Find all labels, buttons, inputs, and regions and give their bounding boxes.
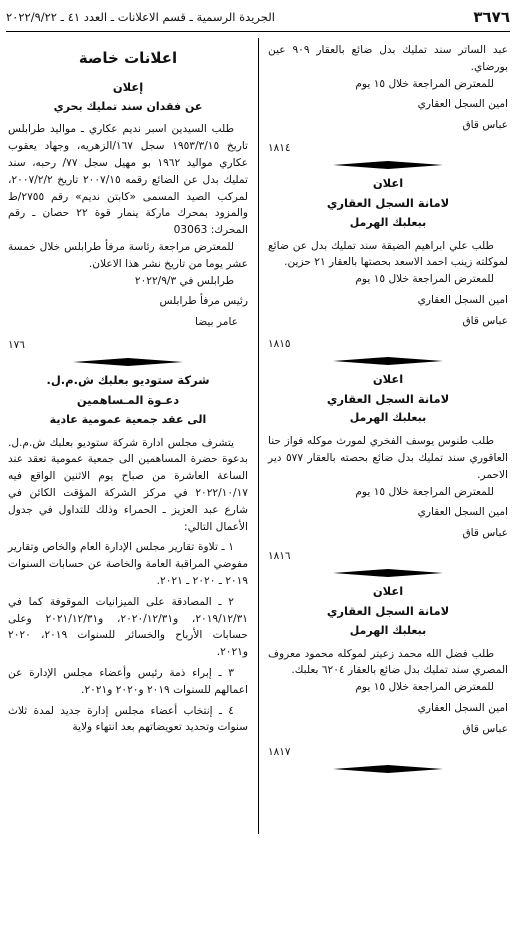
notice-number: ١٨١٧ (268, 745, 291, 758)
signature (268, 94, 508, 136)
maritime-notice (8, 79, 248, 366)
signature (268, 290, 508, 332)
notice-subtitle: لامانة السجل العقاري (326, 391, 450, 406)
separator (268, 357, 508, 365)
section-title: اعلانات خاصة (78, 49, 178, 67)
signer-name: عباس قاق (462, 722, 508, 735)
notice-number: ١٨١٦ (268, 550, 291, 563)
notice-1817 (268, 583, 508, 773)
notice-1815 (268, 175, 508, 365)
company-name: شركة ستوديو بعلبك ش.م.ل. (46, 373, 210, 388)
notice-title: اعلان (372, 371, 404, 386)
notice-title: إعلان (112, 79, 144, 94)
header-title: الجريدة الرسمية ـ قسم الاعلانات ـ العدد ٤١ ـ ٢٠٢٢/٩/٢٢ (6, 10, 275, 24)
signer-title: رئيس مرفأ طرابلس (159, 295, 248, 308)
agenda-item: ١ ـ تلاوة تقارير مجلس الإدارة العام والخاص وتقارير مفوضي المراقبة العامة والخاصة عن حسابات السنوات ٢٠١٩ ـ ٢٠٢٠ ـ ٢٠٢١. (8, 541, 248, 587)
objection-note: للمعترض المراجعة خلال ١٥ يوم (355, 273, 494, 286)
notice-number: ١٨١٤ (268, 142, 291, 155)
diamond-separator-icon (333, 161, 443, 169)
separator (268, 569, 508, 577)
separator (268, 765, 508, 773)
objection-note: للمعترض المراجعة خلال ١٥ يوم (355, 485, 494, 498)
objection-note: للمعترض المراجعة خلال ١٥ يوم (355, 681, 494, 694)
signer-title: امين السجل العقاري (417, 293, 508, 306)
signature (8, 291, 248, 333)
diamond-separator-icon (333, 357, 443, 365)
diamond-separator-icon (333, 569, 443, 577)
notice-subtitle: الى عقد جمعية عمومية عادية (49, 412, 207, 426)
notice-1816 (268, 371, 508, 577)
notice-text: طلب طنوس يوسف الفخري لمورث موكله فواز حنا العاقوري سند تمليك بدل ضائع بحصته بالعقار ٥٧٧ دير الاحمر. (268, 435, 508, 481)
notice-date: طرابلس في ٢٠٢٢/٩/٣ (134, 274, 234, 287)
objection-note: للمعترض مراجعة رئاسة مرفأ طرابلس خلال خمسة عشر يوما من تاريخ نشر هذا الاعلان. (8, 240, 248, 270)
agenda-item: ٢ ـ المصادقة على الميزانيات الموقوفة كما في ٢٠١٩/١٢/٣١، و٢٠٢٠/١٢/٣١، و٢٠٢١/١٢/٣١ وعلى حسابات الأرباح والخسائر للسنوات ٢٠١٩، ٢٠٢٠ و٢٠٢١. (8, 595, 248, 659)
invitation-text: يتشرف مجلس ادارة شركة ستوديو بعلبك ش.م.ل. بدعوة حضرة المساهمين الى جمعية عمومية تعقد عند الساعة العاشرة من صباح يوم الاثنين الواقع فيه ٢٠٢٢/١٠/١٧ في مركز الشركة المؤقت الكائن في شارع عبد العزيز ـ الحمراء وذلك للتداول في جدول الأعمال التالي: (8, 436, 248, 533)
company-notice (8, 372, 248, 736)
notice-text: طلب علي ابراهيم الضيقة سند تمليك بدل عن ضائع لموكلته زينب احمد الاسعد بحصتها بالعقار ٢١ حزين. (268, 239, 508, 269)
notice-subtitle: ببعلبك الهرمل (349, 215, 427, 229)
signer-title: امين السجل العقاري (417, 506, 508, 519)
notice-1814 (268, 42, 508, 169)
notice-text: طلب فضل الله محمد زعيتر لموكله محمود معروف المصري سند تمليك بدل ضائع بالعقار ٦٢٠٤ بعلبك. (268, 647, 508, 677)
agenda-item: ٣ ـ إبراء ذمة رئيس وأعضاء مجلس الإدارة عن اعمالهم للسنوات ٢٠١٩ و٢٠٢٠ و٢٠٢١. (8, 666, 248, 696)
notice-subtitle: ببعلبك الهرمل (349, 623, 427, 637)
right-column (268, 42, 508, 779)
objection-note: للمعترض المراجعة خلال ١٥ يوم (355, 77, 494, 90)
notice-text: عبد الساتر سند تمليك بدل ضائع بالعقار ٩٠٩ عين بورضاي. (268, 44, 508, 73)
notice-subtitle: لامانة السجل العقاري (326, 195, 450, 210)
page-number: ٣٦٧٦ (473, 8, 510, 26)
page-header (6, 6, 510, 32)
notice-title: اعلان (372, 176, 404, 191)
signature (268, 502, 508, 544)
notice-subtitle: دعـوة المـساهمين (76, 392, 180, 407)
notice-text: طلب السيدين اسبر نديم عكاري ـ مواليد طرابلس تاريخ ١٩٥٣/٣/١٥ سجل ١٦٧/الزهريه، وجهاد يعقوب عكاري مواليد ١٩٦٢ بو مهيل سجل ٧٧/ رحبه، سند تمليك بدل عن الضائع رقمه ٢٠٠٧/١٥ تاريخ ٢٠٠٧/٢/٢، لمركب الصيد المسمى «كابتن نديم» رقم ٢٧٥٥/ط والمزود بمحرك ماركة ينمار قوة ٢٢ حصان ـ رقم المحرك: 03063 (8, 123, 248, 237)
notice-title: اعلان (372, 584, 404, 599)
column-divider (258, 38, 259, 834)
notice-subtitle: لامانة السجل العقاري (326, 603, 450, 618)
signer-name: عباس قاق (462, 314, 508, 327)
separator (8, 358, 248, 366)
agenda-item: ٤ ـ إنتخاب أعضاء مجلس إدارة جديد لمدة ثلاث سنوات وتحديد تعويضاتهم بعد انتهاء ولاية (8, 704, 248, 734)
signer-name: عامر بيضا (195, 316, 238, 329)
diamond-separator-icon (73, 358, 183, 366)
signature (268, 698, 508, 740)
signer-title: امين السجل العقاري (417, 98, 508, 111)
signer-name: عباس قاق (462, 527, 508, 540)
signer-name: عباس قاق (462, 119, 508, 132)
notice-subtitle: عن فقدان سند تمليك بحري (53, 99, 203, 113)
notice-number: ١٧٦ (8, 339, 25, 352)
left-column (8, 42, 248, 736)
notice-number: ١٨١٥ (268, 337, 291, 350)
diamond-separator-icon (333, 765, 443, 773)
notice-subtitle: ببعلبك الهرمل (349, 411, 427, 425)
signer-title: امين السجل العقاري (417, 701, 508, 714)
separator (268, 161, 508, 169)
